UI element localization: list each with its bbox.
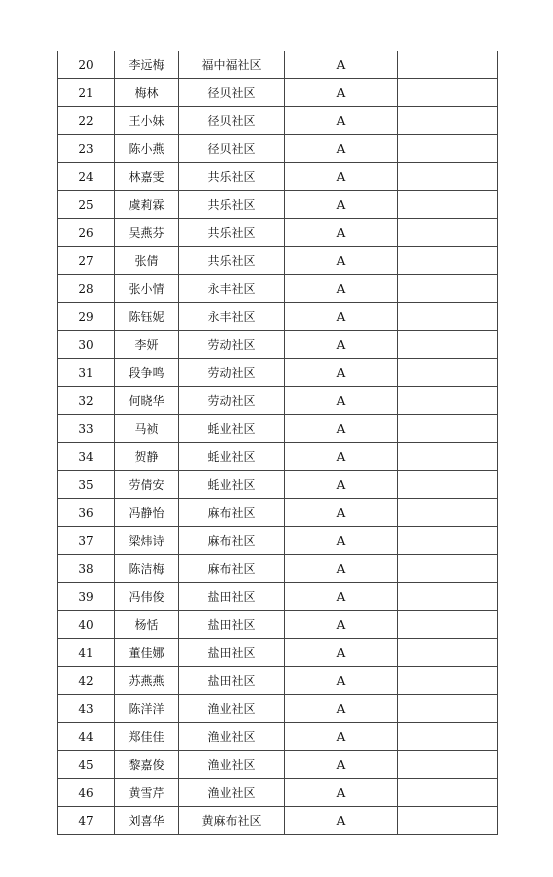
table-row	[58, 723, 498, 751]
remarks-cell	[398, 751, 498, 779]
community-cell: 盐田社区	[179, 667, 285, 695]
row-number-cell: 33	[58, 415, 115, 443]
community-cell: 福中福社区	[179, 51, 285, 79]
remarks-cell	[398, 555, 498, 583]
grade-cell: A	[285, 359, 398, 387]
grade-cell: A	[285, 499, 398, 527]
table-row	[58, 471, 498, 499]
remarks-cell	[398, 387, 498, 415]
row-number-cell: 23	[58, 135, 115, 163]
table-row	[58, 583, 498, 611]
community-cell: 永丰社区	[179, 303, 285, 331]
table-row	[58, 527, 498, 555]
community-cell: 共乐社区	[179, 247, 285, 275]
grade-cell: A	[285, 611, 398, 639]
table-row	[58, 303, 498, 331]
grade-cell: A	[285, 331, 398, 359]
community-cell: 径贝社区	[179, 107, 285, 135]
person-name-cell: 劳倩安	[115, 471, 179, 499]
person-name-cell: 梁炜诗	[115, 527, 179, 555]
person-name-cell: 林嘉雯	[115, 163, 179, 191]
table-row	[58, 331, 498, 359]
person-name-cell: 虞莉霖	[115, 191, 179, 219]
row-number-cell: 32	[58, 387, 115, 415]
table-row	[58, 191, 498, 219]
row-number-cell: 41	[58, 639, 115, 667]
remarks-cell	[398, 471, 498, 499]
table-row	[58, 779, 498, 807]
table-row	[58, 79, 498, 107]
grade-cell: A	[285, 583, 398, 611]
remarks-cell	[398, 331, 498, 359]
remarks-cell	[398, 639, 498, 667]
community-cell: 黄麻布社区	[179, 807, 285, 835]
table-row	[58, 275, 498, 303]
row-number-cell: 29	[58, 303, 115, 331]
grade-cell: A	[285, 79, 398, 107]
table-row	[58, 611, 498, 639]
row-number-cell: 25	[58, 191, 115, 219]
remarks-cell	[398, 219, 498, 247]
community-cell: 共乐社区	[179, 219, 285, 247]
person-name-cell: 王小妹	[115, 107, 179, 135]
table-row	[58, 695, 498, 723]
row-number-cell: 39	[58, 583, 115, 611]
remarks-cell	[398, 779, 498, 807]
remarks-cell	[398, 667, 498, 695]
remarks-cell	[398, 275, 498, 303]
community-cell: 永丰社区	[179, 275, 285, 303]
row-number-cell: 28	[58, 275, 115, 303]
person-name-cell: 冯静怡	[115, 499, 179, 527]
grade-cell: A	[285, 303, 398, 331]
person-name-cell: 杨恬	[115, 611, 179, 639]
grade-cell: A	[285, 779, 398, 807]
person-name-cell: 张倩	[115, 247, 179, 275]
table-row	[58, 499, 498, 527]
community-cell: 盐田社区	[179, 639, 285, 667]
grade-cell: A	[285, 107, 398, 135]
community-cell: 渔业社区	[179, 751, 285, 779]
person-name-cell: 黎嘉俊	[115, 751, 179, 779]
table-row	[58, 135, 498, 163]
grade-cell: A	[285, 807, 398, 835]
row-number-cell: 42	[58, 667, 115, 695]
row-number-cell: 36	[58, 499, 115, 527]
community-cell: 麻布社区	[179, 555, 285, 583]
table-row	[58, 387, 498, 415]
remarks-cell	[398, 247, 498, 275]
grade-cell: A	[285, 723, 398, 751]
grade-cell: A	[285, 555, 398, 583]
row-number-cell: 27	[58, 247, 115, 275]
grade-cell: A	[285, 695, 398, 723]
person-name-cell: 段争鸣	[115, 359, 179, 387]
community-cell: 盐田社区	[179, 611, 285, 639]
person-name-cell: 冯伟俊	[115, 583, 179, 611]
community-cell: 蚝业社区	[179, 443, 285, 471]
table-row	[58, 163, 498, 191]
grade-cell: A	[285, 275, 398, 303]
row-number-cell: 26	[58, 219, 115, 247]
community-cell: 共乐社区	[179, 163, 285, 191]
grade-cell: A	[285, 135, 398, 163]
community-cell: 蚝业社区	[179, 415, 285, 443]
remarks-cell	[398, 807, 498, 835]
row-number-cell: 20	[58, 51, 115, 79]
remarks-cell	[398, 583, 498, 611]
grade-cell: A	[285, 415, 398, 443]
remarks-cell	[398, 107, 498, 135]
community-cell: 麻布社区	[179, 527, 285, 555]
person-name-cell: 何晓华	[115, 387, 179, 415]
person-name-cell: 陈钰妮	[115, 303, 179, 331]
grade-cell: A	[285, 751, 398, 779]
person-name-cell: 张小情	[115, 275, 179, 303]
table-row	[58, 247, 498, 275]
remarks-cell	[398, 359, 498, 387]
table-row	[58, 359, 498, 387]
row-number-cell: 45	[58, 751, 115, 779]
row-number-cell: 35	[58, 471, 115, 499]
row-number-cell: 38	[58, 555, 115, 583]
table-row	[58, 639, 498, 667]
grade-cell: A	[285, 191, 398, 219]
table-row	[58, 667, 498, 695]
remarks-cell	[398, 303, 498, 331]
person-name-cell: 马祯	[115, 415, 179, 443]
grade-cell: A	[285, 443, 398, 471]
person-name-cell: 梅林	[115, 79, 179, 107]
community-cell: 径贝社区	[179, 135, 285, 163]
row-number-cell: 44	[58, 723, 115, 751]
remarks-cell	[398, 51, 498, 79]
grade-cell: A	[285, 639, 398, 667]
row-number-cell: 46	[58, 779, 115, 807]
community-cell: 盐田社区	[179, 583, 285, 611]
community-cell: 径贝社区	[179, 79, 285, 107]
table-row	[58, 807, 498, 835]
row-number-cell: 47	[58, 807, 115, 835]
community-cell: 共乐社区	[179, 191, 285, 219]
table-row	[58, 443, 498, 471]
remarks-cell	[398, 135, 498, 163]
community-cell: 劳动社区	[179, 387, 285, 415]
roster-table-body	[58, 51, 498, 835]
row-number-cell: 24	[58, 163, 115, 191]
person-name-cell: 刘喜华	[115, 807, 179, 835]
remarks-cell	[398, 79, 498, 107]
remarks-cell	[398, 527, 498, 555]
person-name-cell: 郑佳佳	[115, 723, 179, 751]
person-name-cell: 陈洁梅	[115, 555, 179, 583]
person-name-cell: 陈小燕	[115, 135, 179, 163]
person-name-cell: 李远梅	[115, 51, 179, 79]
remarks-cell	[398, 499, 498, 527]
table-row	[58, 751, 498, 779]
remarks-cell	[398, 163, 498, 191]
person-name-cell: 李妍	[115, 331, 179, 359]
row-number-cell: 37	[58, 527, 115, 555]
person-name-cell: 董佳娜	[115, 639, 179, 667]
table-row	[58, 107, 498, 135]
community-cell: 渔业社区	[179, 723, 285, 751]
row-number-cell: 30	[58, 331, 115, 359]
row-number-cell: 43	[58, 695, 115, 723]
table-row	[58, 51, 498, 79]
grade-cell: A	[285, 387, 398, 415]
community-cell: 渔业社区	[179, 779, 285, 807]
community-cell: 麻布社区	[179, 499, 285, 527]
person-name-cell: 黄雪芹	[115, 779, 179, 807]
grade-cell: A	[285, 667, 398, 695]
row-number-cell: 31	[58, 359, 115, 387]
grade-cell: A	[285, 163, 398, 191]
person-name-cell: 贺静	[115, 443, 179, 471]
person-name-cell: 吴燕芬	[115, 219, 179, 247]
person-name-cell: 陈洋洋	[115, 695, 179, 723]
roster-table	[57, 51, 498, 835]
row-number-cell: 40	[58, 611, 115, 639]
table-row	[58, 415, 498, 443]
grade-cell: A	[285, 51, 398, 79]
row-number-cell: 34	[58, 443, 115, 471]
remarks-cell	[398, 611, 498, 639]
remarks-cell	[398, 191, 498, 219]
community-cell: 劳动社区	[179, 331, 285, 359]
community-cell: 渔业社区	[179, 695, 285, 723]
grade-cell: A	[285, 471, 398, 499]
grade-cell: A	[285, 527, 398, 555]
grade-cell: A	[285, 219, 398, 247]
person-name-cell: 苏燕燕	[115, 667, 179, 695]
community-cell: 蚝业社区	[179, 471, 285, 499]
grade-cell: A	[285, 247, 398, 275]
remarks-cell	[398, 695, 498, 723]
community-cell: 劳动社区	[179, 359, 285, 387]
row-number-cell: 22	[58, 107, 115, 135]
table-row	[58, 219, 498, 247]
remarks-cell	[398, 415, 498, 443]
table-row	[58, 555, 498, 583]
remarks-cell	[398, 443, 498, 471]
remarks-cell	[398, 723, 498, 751]
row-number-cell: 21	[58, 79, 115, 107]
